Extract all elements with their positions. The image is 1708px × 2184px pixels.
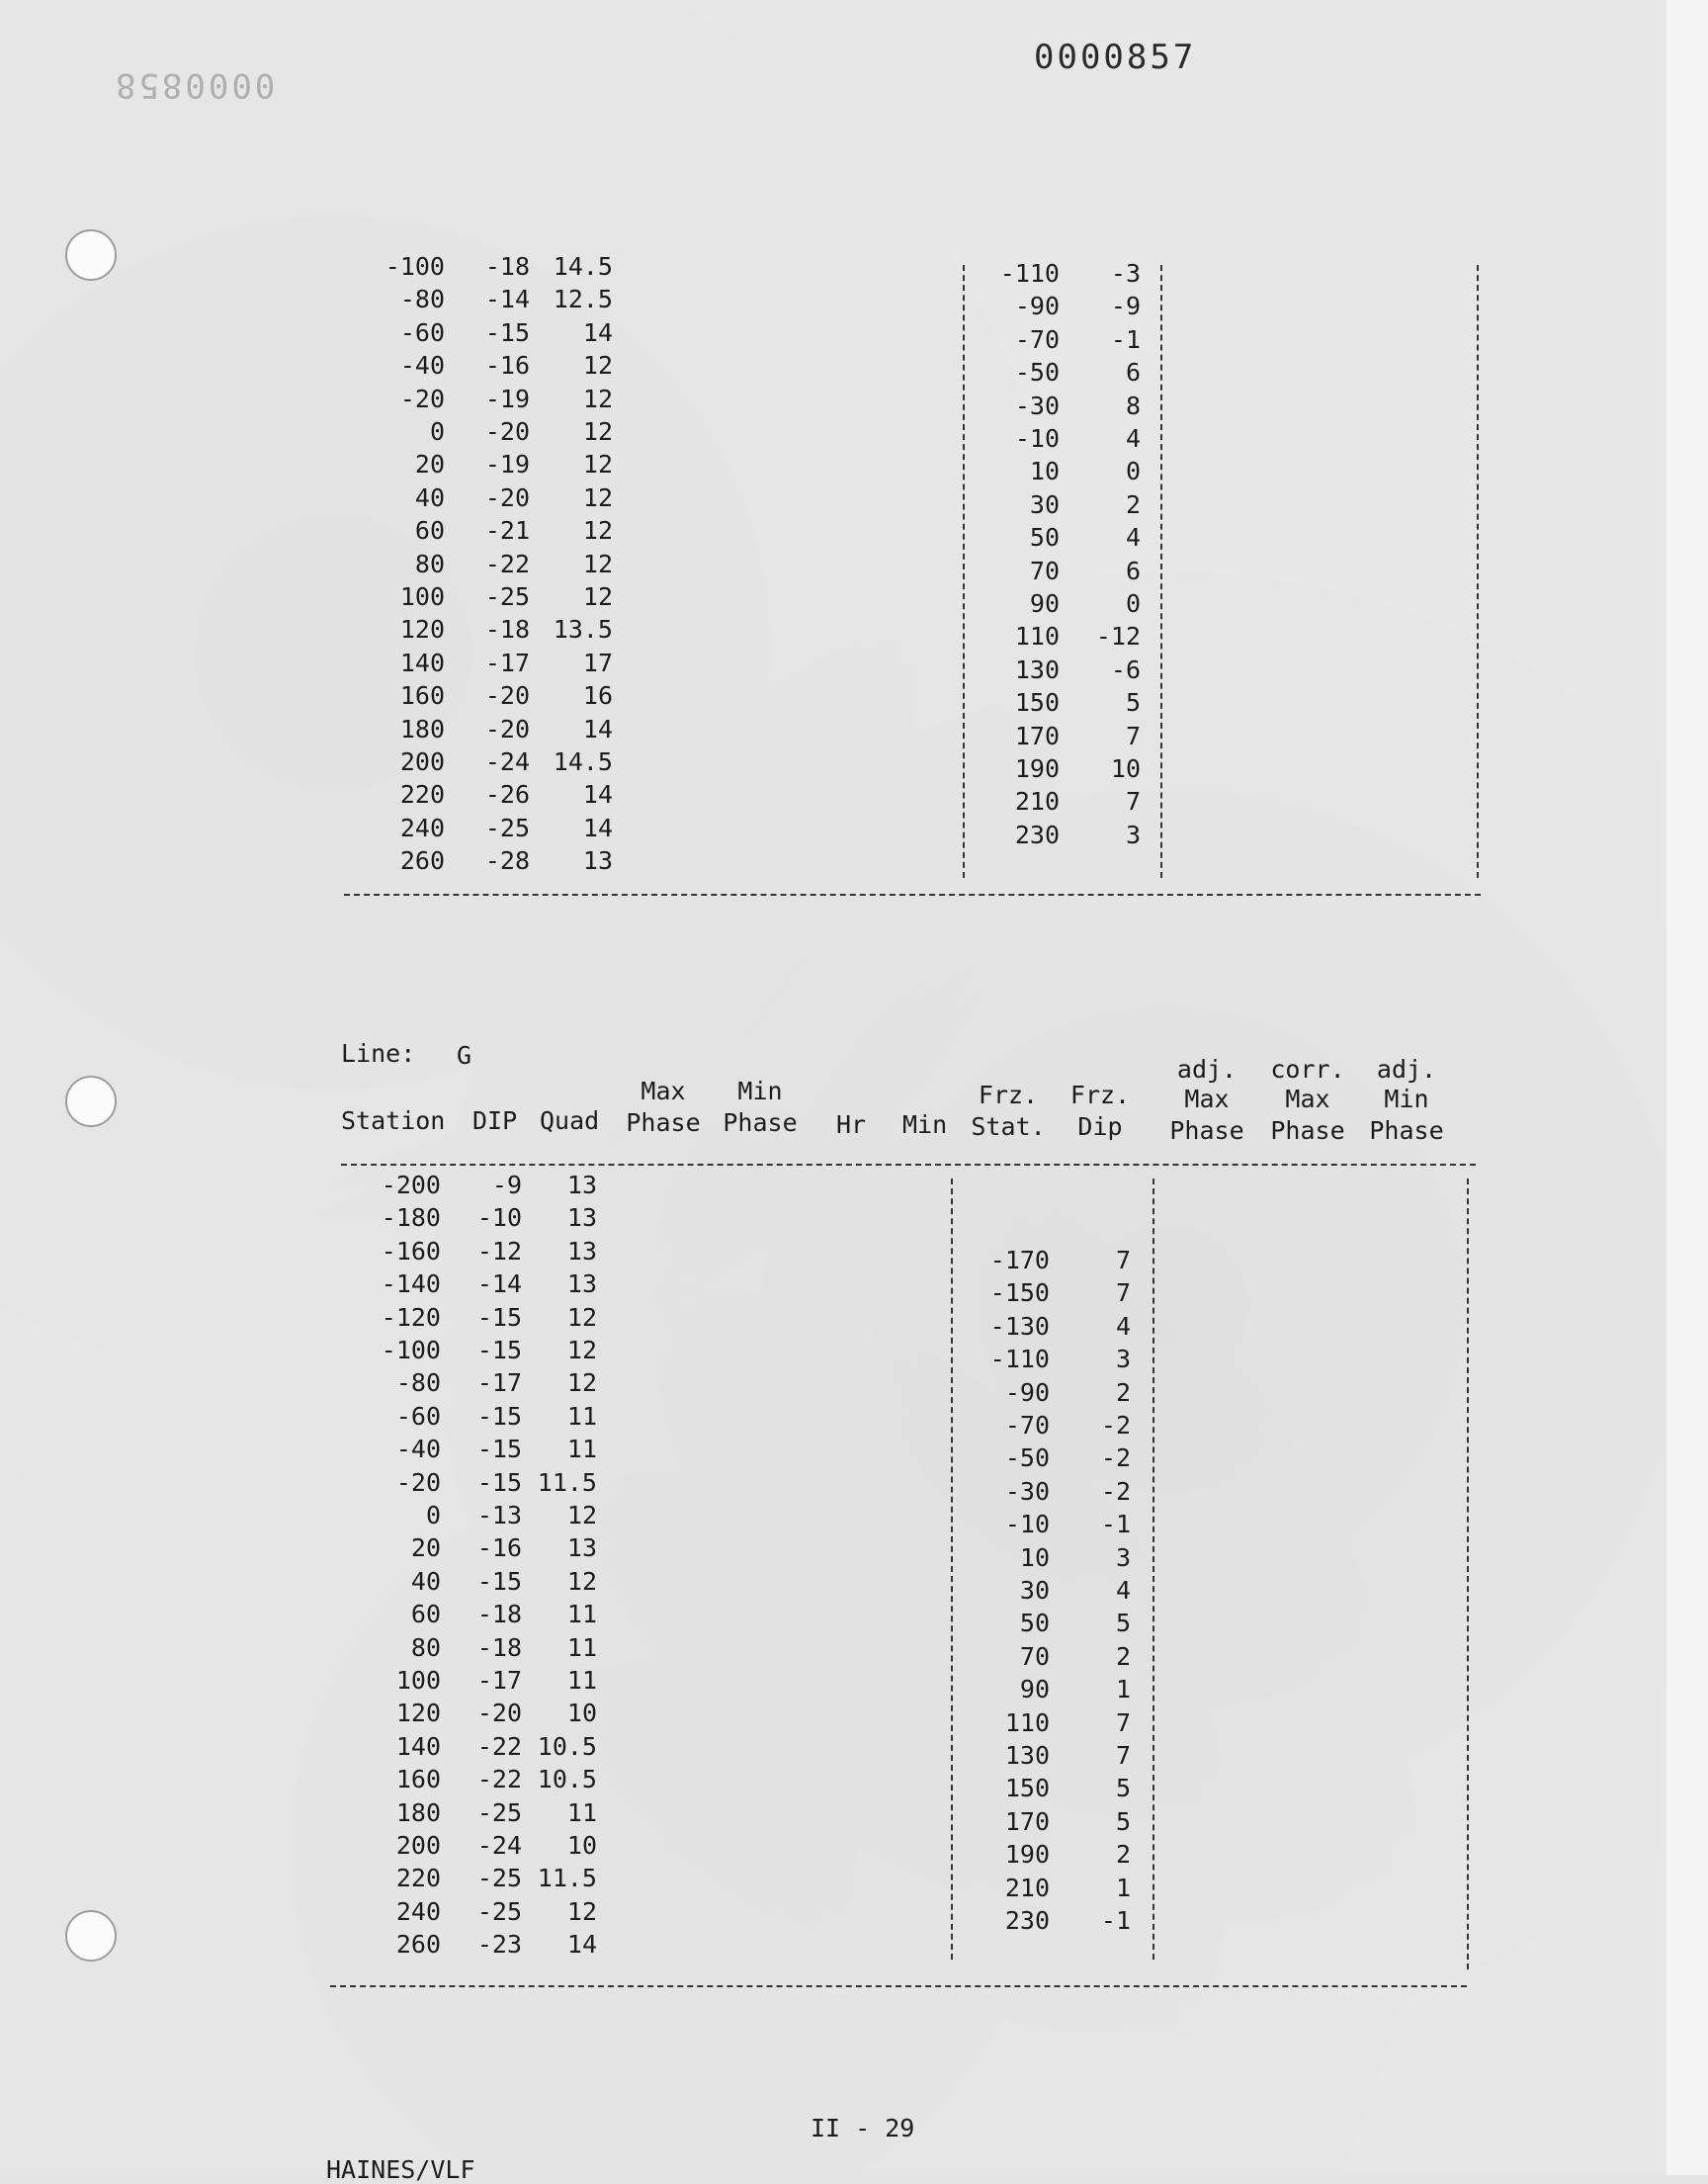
document-number: 0000857	[1034, 38, 1197, 77]
frz-dip-value: -1	[1100, 1906, 1131, 1935]
quad-value: 13	[566, 1533, 597, 1562]
frz-dip-value: 5	[1125, 688, 1141, 717]
frz-stat-value: -110	[989, 1345, 1050, 1373]
quad-value: 14	[582, 715, 613, 743]
frz-stat-value: -10	[1004, 1510, 1050, 1538]
frz-dip-value: 5	[1115, 1774, 1131, 1802]
frz-dip-value: 6	[1125, 358, 1141, 387]
line-value: G	[457, 1041, 472, 1070]
frz-stat-value: 190	[1004, 1840, 1050, 1869]
dip-value: -22	[476, 1765, 522, 1793]
section2-header-rule	[341, 1164, 1476, 1166]
dip-value: -17	[484, 649, 530, 677]
station-value: -20	[395, 1468, 441, 1497]
dip-value: -9	[491, 1171, 522, 1199]
frz-dip-value: 7	[1115, 1246, 1131, 1274]
frz-stat-value: 170	[1004, 1807, 1050, 1836]
quad-value: 12.5	[553, 285, 613, 313]
quad-value: 11.5	[537, 1468, 597, 1497]
station-value: 240	[399, 814, 445, 842]
station-value: 20	[414, 450, 445, 479]
frz-dip-value: 1	[1115, 1675, 1131, 1704]
dip-value: -17	[476, 1666, 522, 1695]
dip-value: -15	[476, 1435, 522, 1463]
quad-value: 13.5	[553, 615, 613, 644]
station-value: 0	[429, 417, 445, 446]
frz-stat-value: 150	[1004, 1774, 1050, 1802]
dip-value: -15	[476, 1402, 522, 1431]
binder-hole-top	[65, 229, 117, 281]
frz-dip-value: 2	[1115, 1378, 1131, 1407]
quad-value: 13	[566, 1237, 597, 1266]
station-value: 20	[410, 1533, 441, 1562]
frz-stat-value: 130	[1004, 1741, 1050, 1770]
quad-value: 11	[566, 1402, 597, 1431]
quad-value: 14.5	[553, 252, 613, 281]
frz-dip-value: 4	[1125, 424, 1141, 453]
station-value: -80	[399, 285, 445, 313]
station-value: -60	[399, 318, 445, 347]
frz-dip-value: 0	[1125, 457, 1141, 485]
scan-margin	[1666, 0, 1708, 2175]
station-value: -100	[384, 252, 445, 281]
quad-value: 12	[582, 417, 613, 446]
frz-stat-value: -30	[1004, 1477, 1050, 1506]
quad-value: 12	[566, 1897, 597, 1926]
dip-value: -23	[476, 1930, 522, 1959]
frz-dip-value: 10	[1110, 754, 1141, 783]
frz-dip-value: -6	[1110, 655, 1141, 684]
frz-stat-value: 10	[1019, 1543, 1050, 1572]
frz-stat-value: -90	[1004, 1378, 1050, 1407]
station-value: 40	[414, 483, 445, 512]
station-value: -180	[381, 1203, 441, 1232]
quad-value: 16	[582, 681, 613, 710]
frz-stat-value: 110	[1004, 1708, 1050, 1737]
page-number: II - 29	[811, 2114, 915, 2142]
station-value: 140	[399, 649, 445, 677]
frz-dip-value: 7	[1115, 1708, 1131, 1737]
header-hr: Hr	[836, 1110, 867, 1139]
station-value: 0	[425, 1501, 441, 1529]
header-corr-max-phase-line2: Max	[1285, 1085, 1330, 1113]
dip-value: -19	[484, 450, 530, 479]
station-value: 200	[395, 1831, 441, 1860]
frz-stat-value: 30	[1019, 1576, 1050, 1605]
header-station: Station	[341, 1106, 446, 1135]
header-adj-min-phase-line1: adj.	[1376, 1055, 1437, 1084]
dip-value: -20	[484, 715, 530, 743]
frz-stat-value: 50	[1029, 523, 1060, 552]
header-adj-max-phase-line2: Max	[1184, 1085, 1230, 1113]
frz-dip-value: 5	[1115, 1609, 1131, 1637]
quad-value: 13	[566, 1269, 597, 1298]
frz-dip-value: 7	[1125, 787, 1141, 816]
dip-value: -14	[476, 1269, 522, 1298]
station-value: 140	[395, 1732, 441, 1761]
frz-dip-value: 2	[1125, 490, 1141, 519]
header-corr-max-phase-line1: corr.	[1270, 1055, 1345, 1084]
section2-adj-right-border	[1467, 1179, 1469, 1969]
quad-value: 14	[582, 318, 613, 347]
frz-dip-value: -2	[1100, 1411, 1131, 1440]
header-max-phase-line2: Phase	[626, 1108, 701, 1137]
frz-stat-value: 70	[1029, 557, 1060, 585]
section1-frz-left-border	[963, 265, 965, 878]
dip-value: -28	[484, 846, 530, 875]
frz-stat-value: 230	[1004, 1906, 1050, 1935]
quad-value: 11	[566, 1633, 597, 1662]
dip-value: -25	[484, 814, 530, 842]
frz-dip-value: 8	[1125, 392, 1141, 420]
station-value: 120	[395, 1699, 441, 1727]
frz-stat-value: 210	[1014, 787, 1060, 816]
station-value: 80	[414, 550, 445, 578]
frz-stat-value: 70	[1019, 1642, 1050, 1671]
dip-value: -25	[476, 1897, 522, 1926]
frz-stat-value: 210	[1004, 1874, 1050, 1902]
quad-value: 12	[566, 1501, 597, 1529]
frz-stat-value: 130	[1014, 655, 1060, 684]
dip-value: -15	[476, 1468, 522, 1497]
quad-value: 13	[566, 1171, 597, 1199]
header-frz-stat-line2: Stat.	[971, 1112, 1046, 1141]
dip-value: -13	[476, 1501, 522, 1529]
quad-value: 14	[566, 1930, 597, 1959]
station-value: 100	[399, 582, 445, 611]
frz-stat-value: -50	[1014, 358, 1060, 387]
frz-dip-value: -1	[1100, 1510, 1131, 1538]
dip-value: -25	[476, 1798, 522, 1827]
dip-value: -20	[484, 681, 530, 710]
frz-dip-value: -2	[1100, 1443, 1131, 1472]
frz-stat-value: -90	[1014, 292, 1060, 320]
frz-dip-value: -12	[1095, 622, 1141, 651]
section1-bottom-rule	[344, 894, 1481, 896]
dip-value: -15	[476, 1336, 522, 1364]
quad-value: 14	[582, 780, 613, 809]
header-dip: DIP	[472, 1106, 518, 1135]
frz-stat-value: 30	[1029, 490, 1060, 519]
quad-value: 11	[566, 1435, 597, 1463]
station-value: 160	[395, 1765, 441, 1793]
header-adj-max-phase-line3: Phase	[1169, 1116, 1244, 1145]
frz-stat-value: -130	[989, 1312, 1050, 1341]
station-value: -20	[399, 385, 445, 413]
header-min-phase-line1: Min	[737, 1077, 783, 1105]
header-quad: Quad	[540, 1106, 600, 1135]
station-value: 120	[399, 615, 445, 644]
station-value: 260	[395, 1930, 441, 1959]
station-value: 180	[395, 1798, 441, 1827]
binder-hole-middle	[65, 1076, 117, 1127]
frz-dip-value: 1	[1115, 1874, 1131, 1902]
frz-stat-value: 110	[1014, 622, 1060, 651]
dip-value: -20	[476, 1699, 522, 1727]
quad-value: 12	[582, 516, 613, 545]
dip-value: -15	[476, 1567, 522, 1596]
quad-value: 12	[566, 1368, 597, 1397]
frz-stat-value: 230	[1014, 821, 1060, 849]
frz-dip-value: -2	[1100, 1477, 1131, 1506]
dip-value: -10	[476, 1203, 522, 1232]
station-value: 100	[395, 1666, 441, 1695]
section2-frz-right-border	[1153, 1179, 1154, 1960]
frz-stat-value: 190	[1014, 754, 1060, 783]
dip-value: -17	[476, 1368, 522, 1397]
quad-value: 11	[566, 1666, 597, 1695]
frz-stat-value: -70	[1004, 1411, 1050, 1440]
frz-dip-value: 6	[1125, 557, 1141, 585]
dip-value: -12	[476, 1237, 522, 1266]
quad-value: 11.5	[537, 1864, 597, 1892]
dip-value: -18	[484, 615, 530, 644]
frz-dip-value: 2	[1115, 1840, 1131, 1869]
station-value: 180	[399, 715, 445, 743]
station-value: -100	[381, 1336, 441, 1364]
station-value: 60	[410, 1600, 441, 1628]
quad-value: 13	[566, 1203, 597, 1232]
frz-dip-value: 7	[1125, 722, 1141, 750]
frz-stat-value: 50	[1019, 1609, 1050, 1637]
header-adj-max-phase-line1: adj.	[1176, 1055, 1238, 1084]
quad-value: 12	[566, 1567, 597, 1596]
section1-frz-right-border	[1160, 265, 1162, 878]
frz-dip-value: 3	[1125, 821, 1141, 849]
frz-stat-value: -110	[999, 259, 1060, 288]
dip-value: -14	[484, 285, 530, 313]
frz-dip-value: 4	[1115, 1576, 1131, 1605]
mirrored-document-number: 0000858	[113, 65, 276, 105]
dip-value: -18	[476, 1633, 522, 1662]
frz-dip-value: 0	[1125, 589, 1141, 618]
source-label: HAINES/VLF	[326, 2155, 475, 2184]
station-value: -80	[395, 1368, 441, 1397]
station-value: -120	[381, 1303, 441, 1332]
station-value: -60	[395, 1402, 441, 1431]
frz-stat-value: 90	[1019, 1675, 1050, 1704]
frz-dip-value: 4	[1115, 1312, 1131, 1341]
frz-stat-value: -170	[989, 1246, 1050, 1274]
frz-dip-value: 7	[1115, 1278, 1131, 1307]
station-value: 60	[414, 516, 445, 545]
dip-value: -16	[476, 1533, 522, 1562]
station-value: 260	[399, 846, 445, 875]
frz-dip-value: 5	[1115, 1807, 1131, 1836]
header-max-phase-line1: Max	[640, 1077, 686, 1105]
quad-value: 10.5	[537, 1765, 597, 1793]
station-value: 40	[410, 1567, 441, 1596]
frz-stat-value: -50	[1004, 1443, 1050, 1472]
dip-value: -22	[484, 550, 530, 578]
frz-dip-value: -3	[1110, 259, 1141, 288]
quad-value: 12	[566, 1303, 597, 1332]
header-frz-dip-line1: Frz.	[1069, 1081, 1131, 1109]
station-value: 160	[399, 681, 445, 710]
section2-frz-left-border	[951, 1179, 953, 1960]
frz-stat-value: -70	[1014, 325, 1060, 354]
section2-bottom-rule	[330, 1985, 1467, 1987]
station-value: -40	[399, 351, 445, 380]
header-adj-min-phase-line2: Min	[1384, 1085, 1429, 1113]
station-value: 200	[399, 747, 445, 776]
quad-value: 12	[582, 351, 613, 380]
quad-value: 10	[566, 1831, 597, 1860]
quad-value: 10	[566, 1699, 597, 1727]
header-min-phase-line2: Phase	[723, 1108, 798, 1137]
frz-dip-value: 3	[1115, 1543, 1131, 1572]
quad-value: 11	[566, 1798, 597, 1827]
quad-value: 11	[566, 1600, 597, 1628]
quad-value: 12	[582, 450, 613, 479]
frz-dip-value: 4	[1125, 523, 1141, 552]
quad-value: 12	[582, 483, 613, 512]
header-frz-dip-line2: Dip	[1077, 1112, 1123, 1141]
dip-value: -22	[476, 1732, 522, 1761]
station-value: -200	[381, 1171, 441, 1199]
quad-value: 12	[582, 550, 613, 578]
frz-dip-value: -9	[1110, 292, 1141, 320]
dip-value: -20	[484, 417, 530, 446]
frz-dip-value: 7	[1115, 1741, 1131, 1770]
station-value: -40	[395, 1435, 441, 1463]
dip-value: -26	[484, 780, 530, 809]
quad-value: 13	[582, 846, 613, 875]
quad-value: 12	[566, 1336, 597, 1364]
frz-stat-value: -10	[1014, 424, 1060, 453]
frz-stat-value: 90	[1029, 589, 1060, 618]
station-value: -140	[381, 1269, 441, 1298]
header-corr-max-phase-line3: Phase	[1270, 1116, 1345, 1145]
dip-value: -24	[484, 747, 530, 776]
frz-stat-value: 10	[1029, 457, 1060, 485]
header-adj-min-phase-line3: Phase	[1369, 1116, 1444, 1145]
dip-value: -25	[484, 582, 530, 611]
header-min: Min	[902, 1110, 948, 1139]
station-value: 240	[395, 1897, 441, 1926]
section1-adj-right-border	[1477, 265, 1479, 878]
quad-value: 12	[582, 385, 613, 413]
dip-value: -19	[484, 385, 530, 413]
dip-value: -20	[484, 483, 530, 512]
quad-value: 17	[582, 649, 613, 677]
dip-value: -15	[484, 318, 530, 347]
frz-dip-value: 3	[1115, 1345, 1131, 1373]
frz-dip-value: -1	[1110, 325, 1141, 354]
dip-value: -24	[476, 1831, 522, 1860]
dip-value: -25	[476, 1864, 522, 1892]
quad-value: 14.5	[553, 747, 613, 776]
binder-hole-bottom	[65, 1910, 117, 1962]
line-label: Line:	[341, 1039, 416, 1068]
station-value: -160	[381, 1237, 441, 1266]
frz-stat-value: 150	[1014, 688, 1060, 717]
dip-value: -15	[476, 1303, 522, 1332]
frz-stat-value: -30	[1014, 392, 1060, 420]
dip-value: -21	[484, 516, 530, 545]
frz-dip-value: 2	[1115, 1642, 1131, 1671]
quad-value: 12	[582, 582, 613, 611]
frz-stat-value: 170	[1014, 722, 1060, 750]
quad-value: 14	[582, 814, 613, 842]
header-frz-stat-line1: Frz.	[978, 1081, 1039, 1109]
quad-value: 10.5	[537, 1732, 597, 1761]
station-value: 220	[399, 780, 445, 809]
station-value: 80	[410, 1633, 441, 1662]
frz-stat-value: -150	[989, 1278, 1050, 1307]
dip-value: -18	[484, 252, 530, 281]
dip-value: -16	[484, 351, 530, 380]
station-value: 220	[395, 1864, 441, 1892]
dip-value: -18	[476, 1600, 522, 1628]
